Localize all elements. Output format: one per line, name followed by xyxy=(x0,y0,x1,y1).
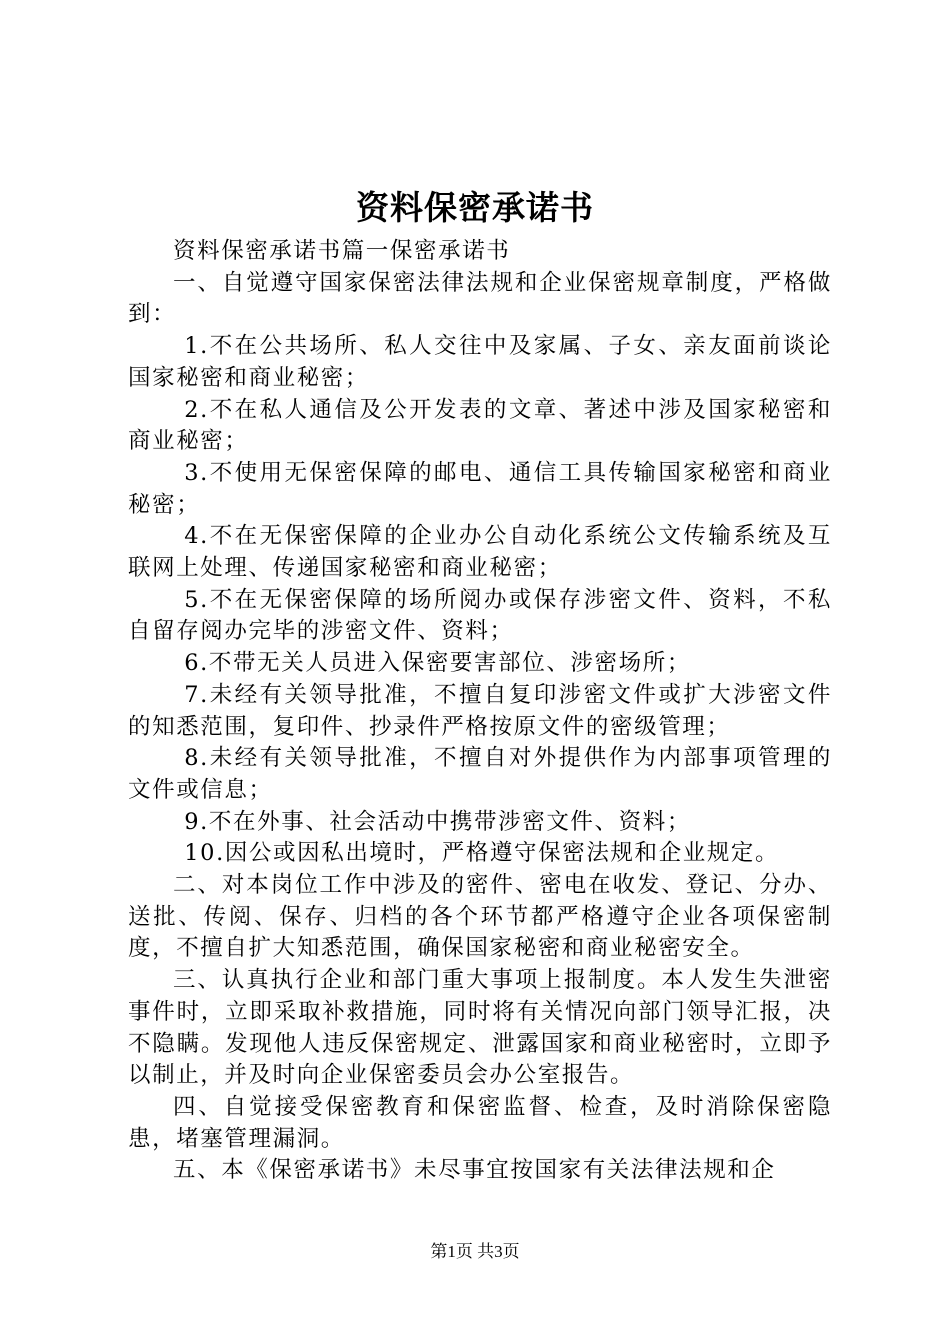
list-item-3: 3.不使用无保密保障的邮电、通信工具传输国家秘密和商业秘密； xyxy=(128,459,832,518)
list-item-6: 6.不带无关人员进入保密要害部位、涉密场所； xyxy=(184,650,691,677)
list-item-5: 5.不在无保密保障的场所阅办或保存涉密文件、资料，不私自留存阅办完毕的涉密文件、资料； xyxy=(128,586,832,645)
list-item-9: 9.不在外事、社会活动中携带涉密文件、资料； xyxy=(184,808,691,835)
list-item-1: 1.不在公共场所、私人交往中及家属、子女、亲友面前谈论国家秘密和商业秘密； xyxy=(128,333,832,391)
list-item-10: 10.因公或因私出境时，严格遵守保密法规和企业规定。 xyxy=(184,840,780,867)
paragraph-section-3: 三、认真执行企业和部门重大事项上报制度。本人发生失泄密事件时，立即采取补救措施，同时将有关情况向部门领导汇报，决不隐瞒。发现他人违反保密规定、泄露国家和商业秘密时，立即予以制止，并及时向企业保密委员会办公室报告。 xyxy=(128,967,832,1089)
list-item-2: 2.不在私人通信及公开发表的文章、著述中涉及国家秘密和商业秘密； xyxy=(128,396,832,455)
paragraph-section-2: 二、对本岗位工作中涉及的密件、密电在收发、登记、分办、送批、传阅、保存、归档的各个环节都严格遵守企业各项保密制度，不擅自扩大知悉范围，确保国家秘密和商业秘密安全。 xyxy=(128,872,832,962)
paragraph-section-4: 四、自觉接受保密教育和保密监督、检查，及时消除保密隐患，堵塞管理漏洞。 xyxy=(128,1093,832,1152)
paragraph-subtitle: 资料保密承诺书篇一保密承诺书 xyxy=(173,238,511,264)
list-item-8: 8.未经有关领导批准，不擅自对外提供作为内部事项管理的文件或信息； xyxy=(128,745,832,803)
page-footer: 第1页 共3页 xyxy=(430,1242,520,1261)
document-title: 资料保密承诺书 xyxy=(356,188,594,227)
paragraph-section-1: 一、自觉遵守国家保密法律法规和企业保密规章制度，严格做到： xyxy=(128,269,832,328)
paragraph-section-5: 五、本《保密承诺书》未尽事宜按国家有关法律法规和企 xyxy=(173,1157,776,1184)
list-item-7: 7.未经有关领导批准，不擅自复印涉密文件或扩大涉密文件的知悉范围，复印件、抄录件严格按原文件的密级管理； xyxy=(128,681,832,740)
document-body xyxy=(128,236,832,1187)
list-item-4: 4.不在无保密保障的企业办公自动化系统公文传输系统及互联网上处理、传递国家秘密和商业秘密； xyxy=(128,523,832,582)
